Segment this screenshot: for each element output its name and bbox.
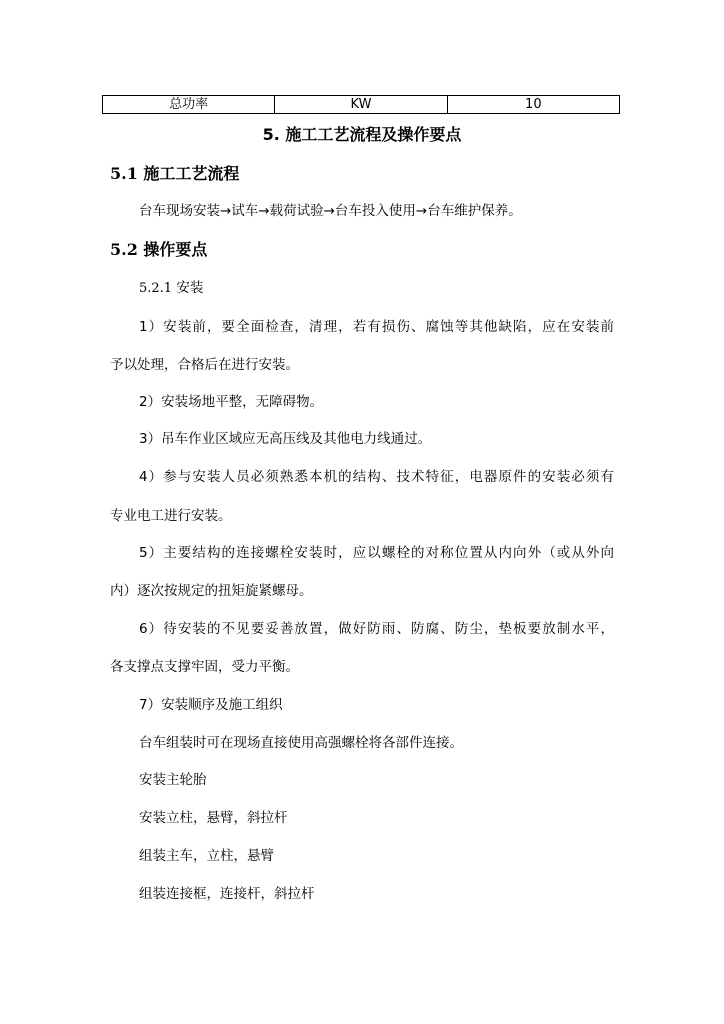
subsection-5-2-1-number: 5.2.1	[139, 281, 173, 296]
item-5-line-2: 内）逐次按规定的扭矩旋紧螺母。	[110, 583, 313, 599]
section-5-1-number: 5.1	[110, 164, 138, 183]
install-step-1: 安装主轮胎	[139, 772, 207, 788]
item-6-line-2: 各支撑点支撑牢固，受力平衡。	[110, 659, 299, 675]
item-7: 7）安装顺序及施工组织	[139, 697, 283, 713]
parameter-table	[102, 95, 620, 114]
process-flow-text: 台车现场安装→试车→载荷试验→台车投入使用→台车维护保养。	[139, 203, 522, 219]
item-6-line-1: 6）待安装的不见要妥善放置，做好防雨、防腐、防尘，垫板要放制水平，	[139, 621, 614, 637]
section-5-2-heading	[110, 240, 207, 260]
section-5-2-number: 5.2	[110, 240, 138, 259]
install-step-4: 组装连接框，连接杆，斜拉杆	[139, 886, 315, 902]
install-step-2: 安装立柱，悬臂，斜拉杆	[139, 810, 288, 826]
section-5-heading: 5. 施工工艺流程及操作要点	[262, 125, 462, 144]
table-row	[103, 96, 620, 114]
param-unit-cell: KW	[275, 96, 447, 114]
item-1-line-2: 予以处理，合格后在进行安装。	[110, 357, 299, 373]
param-name-cell: 总功率	[103, 96, 275, 114]
section-5-2-title: 操作要点	[143, 240, 208, 259]
subsection-5-2-1-heading	[139, 279, 203, 298]
item-7-description: 台车组装时可在现场直接使用高强螺栓将各部件连接。	[139, 735, 463, 751]
subsection-5-2-1-title: 安装	[176, 280, 204, 296]
section-5-1-title: 施工工艺流程	[143, 164, 240, 183]
param-value-cell: 10	[447, 96, 619, 114]
item-2: 2）安装场地平整，无障碍物。	[139, 394, 324, 410]
item-1-line-1: 1）安装前，要全面检查，清理，若有损伤、腐蚀等其他缺陷，应在安装前	[139, 319, 614, 335]
item-5-line-1: 5）主要结构的连接螺栓安装时，应以螺栓的对称位置从内向外（或从外向	[139, 545, 614, 561]
item-4-line-2: 专业电工进行安装。	[110, 508, 232, 524]
item-4-line-1: 4）参与安装人员必须熟悉本机的结构、技术特征，电器原件的安装必须有	[139, 469, 614, 485]
section-5-1-heading	[110, 164, 239, 184]
item-3: 3）吊车作业区域应无高压线及其他电力线通过。	[139, 431, 432, 447]
install-step-3: 组装主车，立柱，悬臂	[139, 848, 274, 864]
